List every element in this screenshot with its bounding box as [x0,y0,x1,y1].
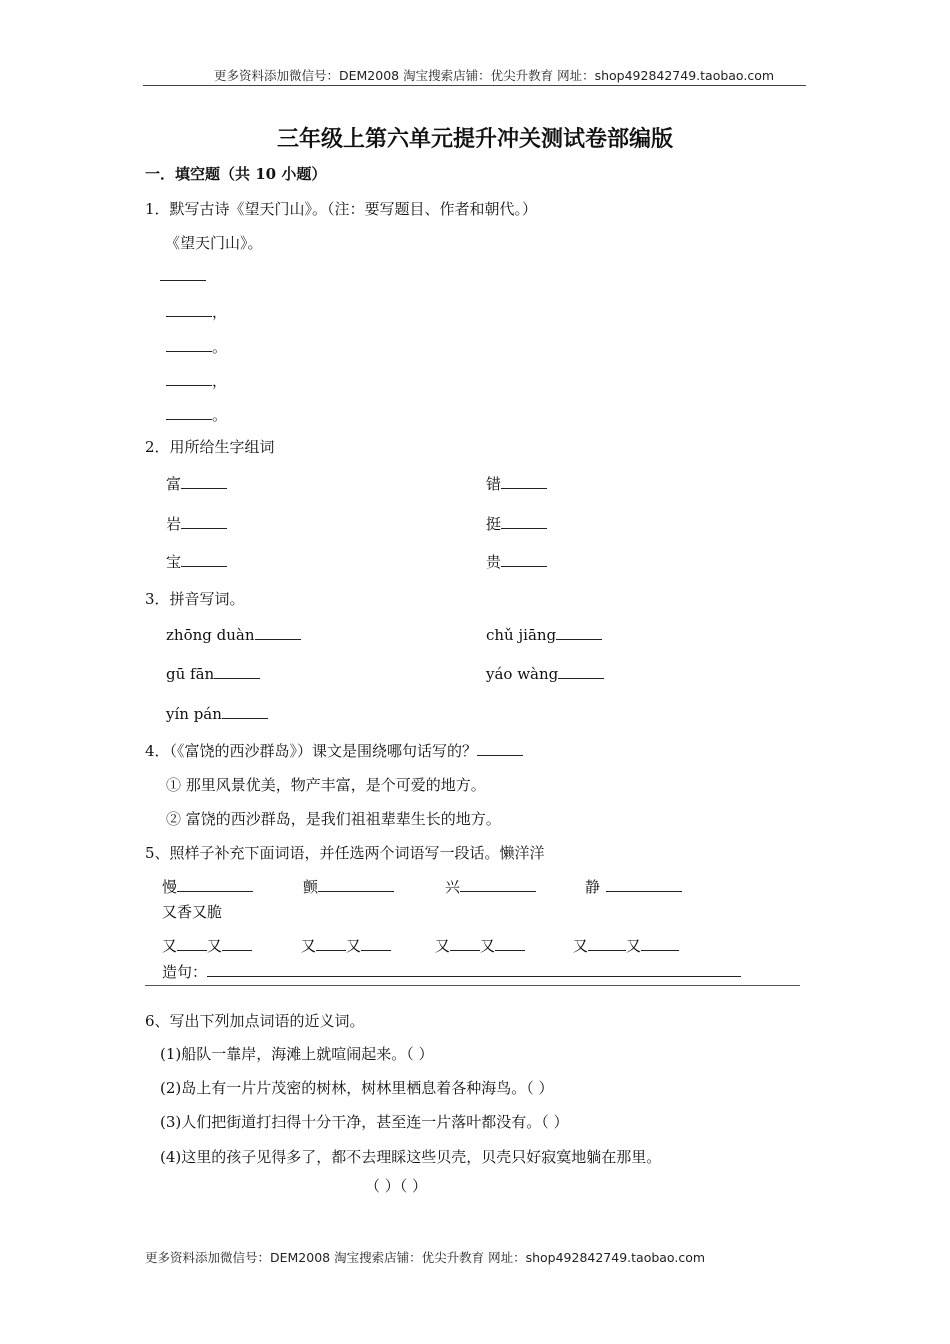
q2-item[interactable]: 岩 [166,513,227,534]
q2-prompt: 2．用所给生字组词 [145,438,275,456]
q5-word[interactable]: 兴 [445,876,536,897]
q3-item[interactable]: chǔ jiāng [486,625,602,644]
q6-item: (1)船队一靠岸，海滩上就喧闹起来。（ ） [160,1045,434,1063]
q4-prompt[interactable]: 4．（《富饶的西沙群岛》）课文是围绕哪句话写的？ [145,740,523,761]
page-header: 更多资料添加微信号：DEM2008 淘宝搜索店铺：优尖升教育 网址：shop492842749.taobao.com [214,68,775,83]
q5-you-pattern[interactable]: 又 又 [162,935,252,956]
q1-line-5[interactable]: 。 [166,404,227,425]
q6-item: (3)人们把街道打扫得十分干净，甚至连一片落叶都没有。（ ） [160,1113,569,1131]
q5-sentence[interactable]: 造句： [162,961,741,982]
q1-prompt: 1．默写古诗《望天门山》。（注：要写题目、作者和朝代。） [145,200,538,218]
q6-item: (4)这里的孩子见得多了，都不去理睬这些贝壳，贝壳只好寂寞地躺在那里。 [160,1148,662,1166]
q5-you-pattern[interactable]: 又 又 [435,935,525,956]
q1-line-2[interactable]: ， [166,301,227,322]
q2-item[interactable]: 挺 [486,513,547,534]
q5-you-pattern[interactable]: 又 又 [301,935,391,956]
q5-example: 又香又脆 [162,903,223,921]
q5-word[interactable]: 颤 [303,876,394,897]
q3-prompt: 3．拼音写词。 [145,590,245,608]
header-divider [143,85,806,86]
q4-option-2: ② 富饶的西沙群岛，是我们祖祖辈辈生长的地方。 [166,810,501,828]
q6-item: (2)岛上有一片片茂密的树林，树林里栖息着各种海鸟。（ ） [160,1079,554,1097]
q2-item[interactable]: 宝 [166,551,227,572]
page-title: 三年级上第六单元提升冲关测试卷部编版 [276,126,673,152]
page-footer: 更多资料添加微信号：DEM2008 淘宝搜索店铺：优尖升教育 网址：shop492842749.taobao.com [145,1250,706,1265]
q3-item[interactable]: zhōng duàn [166,625,301,644]
q6-answer-brackets[interactable]: （ ）（ ） [365,1177,428,1195]
q5-word[interactable]: 慢 [162,876,253,897]
q1-line-1[interactable] [160,266,206,285]
q1-poem-title: 《望天门山》。 [165,234,263,252]
q4-option-1: ① 那里风景优美，物产丰富，是个可爱的地方。 [166,776,486,794]
q2-item[interactable]: 富 [166,473,227,494]
q5-answer-line[interactable] [145,985,800,986]
q6-prompt: 6、写出下列加点词语的近义词。 [145,1012,365,1030]
q3-item[interactable]: gū fān [166,664,260,683]
q5-you-pattern[interactable]: 又 又 [573,935,679,956]
q2-item[interactable]: 错 [486,473,547,494]
q1-line-4[interactable]: ， [166,370,227,391]
q5-word[interactable]: 静 [585,876,682,897]
q5-prompt: 5、照样子补充下面词语，并任选两个词语写一段话。懒洋洋 [145,844,545,862]
q3-item[interactable]: yín pán [166,704,268,723]
q1-line-3[interactable]: 。 [166,336,227,357]
q3-item[interactable]: yáo wàng [486,664,604,683]
section-heading: 一．填空题（共 10 小题） [145,165,327,183]
q2-item[interactable]: 贵 [486,551,547,572]
